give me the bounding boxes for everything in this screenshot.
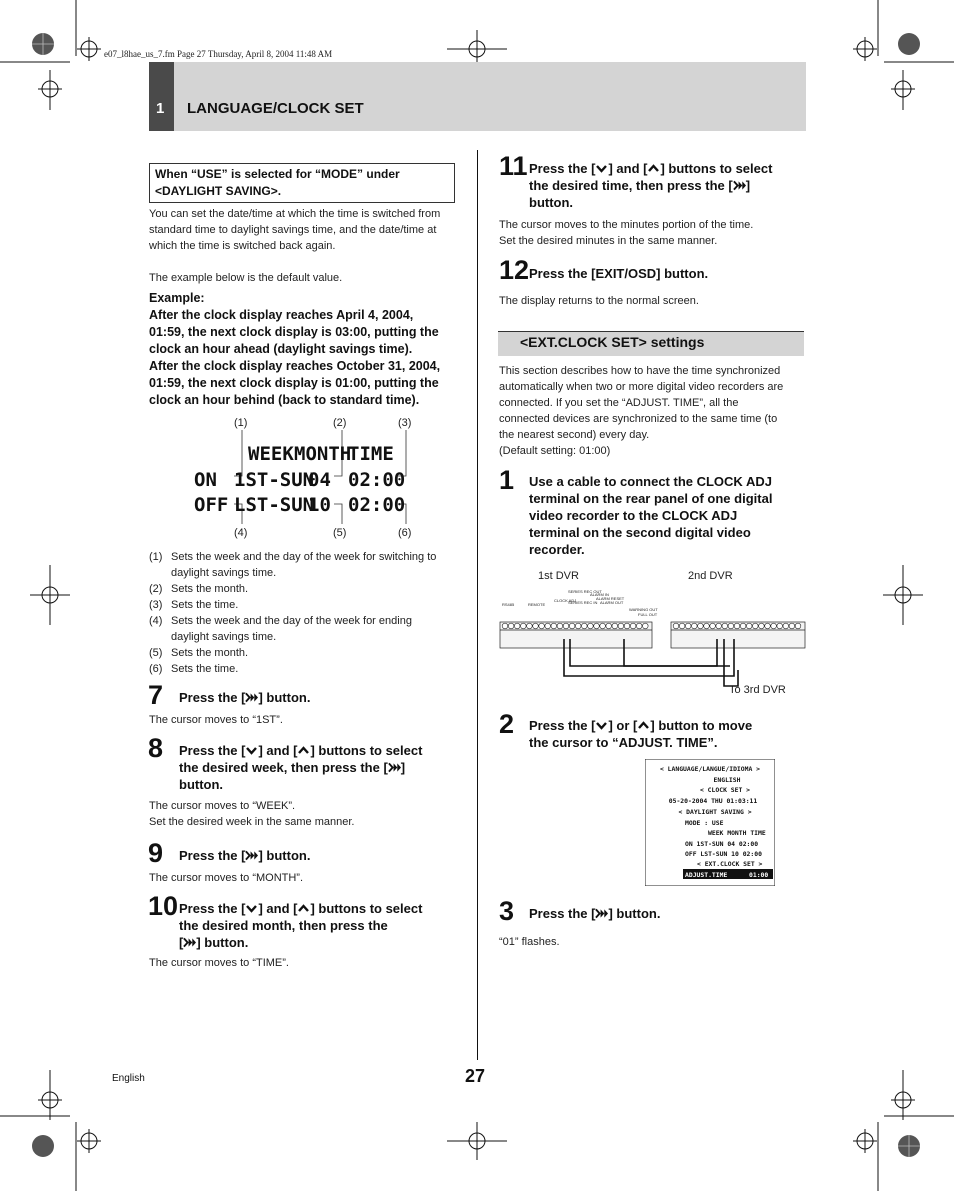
terminal-screw xyxy=(771,623,777,629)
down-arrow-icon xyxy=(245,903,258,914)
step-text-part: ] button. xyxy=(196,935,249,950)
section-line: connected. If you set the “ADJUST. TIME”, all the xyxy=(499,397,739,409)
step-7-number: 7 xyxy=(148,680,164,710)
label-2nd-dvr: 2nd DVR xyxy=(688,570,733,582)
section-line: the nearest second) every day. xyxy=(499,429,650,441)
terminal-screw xyxy=(728,623,734,629)
terminal-screw xyxy=(789,623,795,629)
terminal-screw xyxy=(612,623,618,629)
terminal-screw xyxy=(563,623,569,629)
menu-screen xyxy=(645,759,775,886)
step-text-part: the desired week, then press the [ xyxy=(179,760,388,775)
terminal-label: RS485 xyxy=(502,602,515,607)
up-arrow-icon xyxy=(297,903,310,914)
lcd-on-month: 04 xyxy=(308,469,331,491)
step-9-number: 9 xyxy=(148,838,164,868)
page-title: LANGUAGE/CLOCK SET xyxy=(187,100,364,117)
step-text-part: Press the [ xyxy=(179,690,246,705)
terminal-screw xyxy=(643,623,649,629)
ext-step-2-number: 2 xyxy=(499,709,515,739)
default-note: The example below is the default value. xyxy=(149,272,343,284)
terminal-screw xyxy=(685,623,691,629)
legend-text: Sets the time. xyxy=(171,663,239,675)
menu-line: < LANGUAGE/LANGUE/IDIOMA > xyxy=(659,765,761,773)
terminal-screw xyxy=(777,623,783,629)
terminal-label: SERIES REC IN xyxy=(568,600,598,605)
step-text-part: the desired time, then press the [ xyxy=(529,178,733,193)
dvr-connection-diagram xyxy=(498,566,808,698)
step-text-part: ] button. xyxy=(258,848,311,863)
terminal-screw xyxy=(575,623,581,629)
label-3rd-dvr: To 3rd DVR xyxy=(729,684,786,696)
legend-num: (1) xyxy=(149,551,163,563)
up-arrow-icon xyxy=(637,720,650,731)
lcd-header-week: WEEK xyxy=(248,443,294,465)
legend-text: Sets the week and the day of the week for switching to xyxy=(171,551,437,563)
legend-text: daylight savings time. xyxy=(171,631,277,643)
callout-1: (1) xyxy=(234,417,248,429)
terminal-screw xyxy=(557,623,563,629)
terminal-screw xyxy=(710,623,716,629)
terminal-screw xyxy=(545,623,551,629)
terminal-screw xyxy=(618,623,624,629)
step-12-text: Press the [EXIT/OSD] button. xyxy=(529,266,709,281)
terminal-screw xyxy=(765,623,771,629)
step-text-part: ] button. xyxy=(258,690,311,705)
menu-line: < EXT.CLOCK SET > xyxy=(697,860,763,868)
column-divider xyxy=(477,150,478,1060)
step-11-desc xyxy=(499,217,753,249)
legend-text: daylight savings time. xyxy=(171,567,277,579)
terminal-screw xyxy=(783,623,789,629)
down-arrow-icon xyxy=(595,720,608,731)
legend-num: (6) xyxy=(149,663,163,675)
terminal-screw xyxy=(594,623,600,629)
lcd-header-time: TIME xyxy=(348,443,394,465)
step-text-part: ] button to move xyxy=(650,718,753,733)
example-line: clock an hour ahead (daylight savings time). xyxy=(149,342,413,356)
step-text-part: Press the [ xyxy=(529,161,596,176)
lcd-on-time: 02:00 xyxy=(348,469,406,491)
step-9-text xyxy=(179,847,310,864)
terminal-screw xyxy=(673,623,679,629)
step-10-desc: The cursor moves to “TIME”. xyxy=(149,957,289,969)
terminal-screw xyxy=(533,623,539,629)
step-text-part: the desired month, then press the xyxy=(179,918,388,933)
ext-step-1-text xyxy=(529,473,772,558)
step-text-part: recorder. xyxy=(529,542,585,557)
page-number: 27 xyxy=(465,1066,486,1086)
step-text-part: ] xyxy=(400,760,406,775)
terminal-label: CLOCK ADJ xyxy=(554,598,577,603)
intro-line: which the time is switched back again. xyxy=(149,240,336,252)
terminal-screw xyxy=(569,623,575,629)
step-desc-line: The cursor moves to “WEEK”. xyxy=(149,800,296,812)
step-text-part: ] buttons to select xyxy=(310,743,423,758)
step-8-text xyxy=(179,742,464,793)
lcd-example-figure xyxy=(180,412,440,542)
step-text-part: ] buttons to select xyxy=(660,161,773,176)
example-line: clock an hour behind (back to standard time). xyxy=(149,393,420,407)
example-line: 01:59, the next clock display is 01:00, putting the xyxy=(149,376,439,390)
lcd-off-month: 10 xyxy=(308,494,331,516)
menu-line: WEEK MONTH TIME xyxy=(708,829,766,837)
terminal-screw xyxy=(698,623,704,629)
menu-line: ENGLISH xyxy=(713,776,741,784)
step-text-part: ] or [ xyxy=(608,718,638,733)
footer-language: English xyxy=(112,1073,145,1084)
ext-step-3-desc: “01” flashes. xyxy=(499,936,560,948)
up-arrow-icon xyxy=(297,745,310,756)
terminal-screw xyxy=(606,623,612,629)
section-line: (Default setting: 01:00) xyxy=(499,445,611,457)
step-text-part: the cursor to “ADJUST. TIME”. xyxy=(529,735,718,750)
next-play-icon xyxy=(245,692,258,703)
step-text-part: video recorder to the CLOCK ADJ xyxy=(529,508,738,523)
step-11-number: 11 xyxy=(499,151,528,181)
step-10-text xyxy=(179,900,464,951)
next-play-icon xyxy=(595,908,608,919)
terminal-screw xyxy=(740,623,746,629)
terminal-screw xyxy=(630,623,636,629)
down-arrow-icon xyxy=(595,163,608,174)
ext-step-1-number: 1 xyxy=(499,465,515,495)
terminal-screw xyxy=(722,623,728,629)
step-text-part: Press the [ xyxy=(529,718,596,733)
callout-5: (5) xyxy=(333,527,347,539)
up-arrow-icon xyxy=(647,163,660,174)
next-play-icon xyxy=(245,850,258,861)
terminal-screw xyxy=(527,623,533,629)
step-text-part: button. xyxy=(529,195,574,210)
terminal-screw xyxy=(679,623,685,629)
terminal-screw xyxy=(734,623,740,629)
step-text-part: ] and [ xyxy=(258,743,298,758)
terminal-label: FULL OUT xyxy=(638,612,658,617)
next-play-icon xyxy=(733,180,746,191)
step-12-number: 12 xyxy=(499,255,530,285)
section-title: <EXT.CLOCK SET> settings xyxy=(520,334,705,350)
step-desc-line: The cursor moves to the minutes portion of the time. xyxy=(499,219,754,231)
example-line: After the clock display reaches October 31, 2004, xyxy=(149,359,441,373)
ext-step-2-text xyxy=(529,717,752,751)
section-heading-band xyxy=(498,331,804,356)
callout-4: (4) xyxy=(234,527,248,539)
menu-highlight-label: ADJUST.TIME xyxy=(685,871,728,879)
lcd-on-week: 1ST-SUN xyxy=(234,469,315,491)
callout-2: (2) xyxy=(333,417,347,429)
example-line: 01:59, the next clock display is 03:00, putting the xyxy=(149,325,439,339)
terminal-screw xyxy=(753,623,759,629)
legend-text: Sets the month. xyxy=(171,583,249,595)
legend-num: (4) xyxy=(149,615,163,627)
step-text-part: Press the [ xyxy=(179,901,246,916)
menu-line: MODE : USE xyxy=(685,819,724,827)
step-text-part: button. xyxy=(179,777,224,792)
terminal-label: WARNING OUT xyxy=(629,607,658,612)
lcd-header-month: MONTH xyxy=(294,443,352,465)
down-arrow-icon xyxy=(245,745,258,756)
legend-text: Sets the week and the day of the week for ending xyxy=(171,615,412,627)
terminal-screw xyxy=(582,623,588,629)
step-text-part: Press the [ xyxy=(179,743,246,758)
menu-line: OFF LST-SUN 10 02:00 xyxy=(685,850,762,858)
step-7-text xyxy=(179,689,310,706)
legend-num: (5) xyxy=(149,647,163,659)
terminal-screw xyxy=(588,623,594,629)
terminal-screw xyxy=(514,623,520,629)
lcd-on-label: ON xyxy=(194,469,217,491)
step-9-desc: The cursor moves to “MONTH”. xyxy=(149,872,304,884)
note-box xyxy=(149,163,455,203)
terminal-screw xyxy=(600,623,606,629)
menu-line: < CLOCK SET > xyxy=(699,786,751,794)
terminal-screw xyxy=(624,623,630,629)
ext-step-3-text xyxy=(529,905,660,922)
note-line-1: When “USE” is selected for “MODE” under xyxy=(155,167,400,181)
example-block xyxy=(149,290,440,409)
terminal-screw xyxy=(704,623,710,629)
menu-line: < DAYLIGHT SAVING > xyxy=(678,808,752,816)
callout-3: (3) xyxy=(398,417,412,429)
step-12-desc: The display returns to the normal screen. xyxy=(499,295,699,307)
callout-legend xyxy=(149,549,459,677)
terminal-label: REMOTE xyxy=(528,602,546,607)
step-text-part: Press the [ xyxy=(529,906,596,921)
step-11-text xyxy=(529,160,814,211)
intro-line: standard time to daylight savings time, and the date/time at xyxy=(149,224,437,236)
step-desc-line: Set the desired minutes in the same manner. xyxy=(499,235,718,247)
section-number: 1 xyxy=(156,100,165,117)
step-text-part: terminal on the rear panel of one digital xyxy=(529,491,773,506)
step-text-part: terminal on the second digital video xyxy=(529,525,751,540)
terminal-label: ALARM IN xyxy=(590,592,609,597)
terminal-screw xyxy=(716,623,722,629)
step-text-part: ] xyxy=(745,178,751,193)
step-text-part: ] buttons to select xyxy=(310,901,423,916)
step-text-part: Use a cable to connect the CLOCK ADJ xyxy=(529,474,772,489)
section-line: automatically when two or more digital video recorders are xyxy=(499,381,784,393)
legend-num: (2) xyxy=(149,583,163,595)
next-play-icon xyxy=(388,762,401,773)
step-8-desc xyxy=(149,798,354,830)
step-text-part: Press the [ xyxy=(179,848,246,863)
terminal-screw xyxy=(502,623,508,629)
lcd-off-week: LST-SUN xyxy=(234,494,315,516)
menu-line: 05-20-2004 THU 01:03:11 xyxy=(668,797,758,805)
section-number-tab xyxy=(149,62,174,131)
step-text-part: ] and [ xyxy=(608,161,648,176)
callout-6: (6) xyxy=(398,527,412,539)
terminal-screw xyxy=(795,623,801,629)
section-line: connected devices are synchronized to the same time (to xyxy=(499,413,778,425)
terminal-screw xyxy=(636,623,642,629)
legend-text: Sets the time. xyxy=(171,599,239,611)
terminal-screw xyxy=(521,623,527,629)
terminal-label: ALARM RESET xyxy=(596,596,625,601)
ext-step-3-number: 3 xyxy=(499,896,515,926)
terminal-screw xyxy=(539,623,545,629)
terminal-screw xyxy=(759,623,765,629)
lcd-off-time: 02:00 xyxy=(348,494,406,516)
intro-line: You can set the date/time at which the time is switched from xyxy=(149,208,441,220)
menu-highlight-value: 01:00 xyxy=(749,871,769,879)
step-text-part: [ xyxy=(179,935,184,950)
section-line: This section describes how to have the time synchronized xyxy=(499,365,781,377)
terminal-screw xyxy=(551,623,557,629)
terminal-screw xyxy=(746,623,752,629)
step-text-part: ] and [ xyxy=(258,901,298,916)
step-desc-line: Set the desired week in the same manner. xyxy=(149,816,355,828)
lcd-off-label: OFF xyxy=(194,494,229,516)
intro-text xyxy=(149,206,440,254)
step-7-desc: The cursor moves to “1ST”. xyxy=(149,714,283,726)
header-band xyxy=(149,62,806,131)
legend-text: Sets the month. xyxy=(171,647,249,659)
menu-line: ON 1ST-SUN 04 02:00 xyxy=(685,840,759,848)
example-line: After the clock display reaches April 4, 2004, xyxy=(149,308,414,322)
next-play-icon xyxy=(183,937,196,948)
step-text-part: ] button. xyxy=(608,906,661,921)
terminal-label: SERIES REC OUT xyxy=(568,589,602,594)
step-10-number: 10 xyxy=(148,891,179,921)
file-header: e07_l8hae_us_7.fm Page 27 Thursday, April 8, 2004 11:48 AM xyxy=(104,49,333,59)
legend-num: (3) xyxy=(149,599,163,611)
terminal-screw xyxy=(508,623,514,629)
note-line-2: <DAYLIGHT SAVING>. xyxy=(155,184,282,198)
terminal-screw xyxy=(692,623,698,629)
terminal-label: ALARM OUT xyxy=(600,600,624,605)
step-8-number: 8 xyxy=(148,733,164,763)
example-label: Example: xyxy=(149,291,205,305)
label-1st-dvr: 1st DVR xyxy=(538,570,579,582)
section-intro xyxy=(499,363,783,459)
